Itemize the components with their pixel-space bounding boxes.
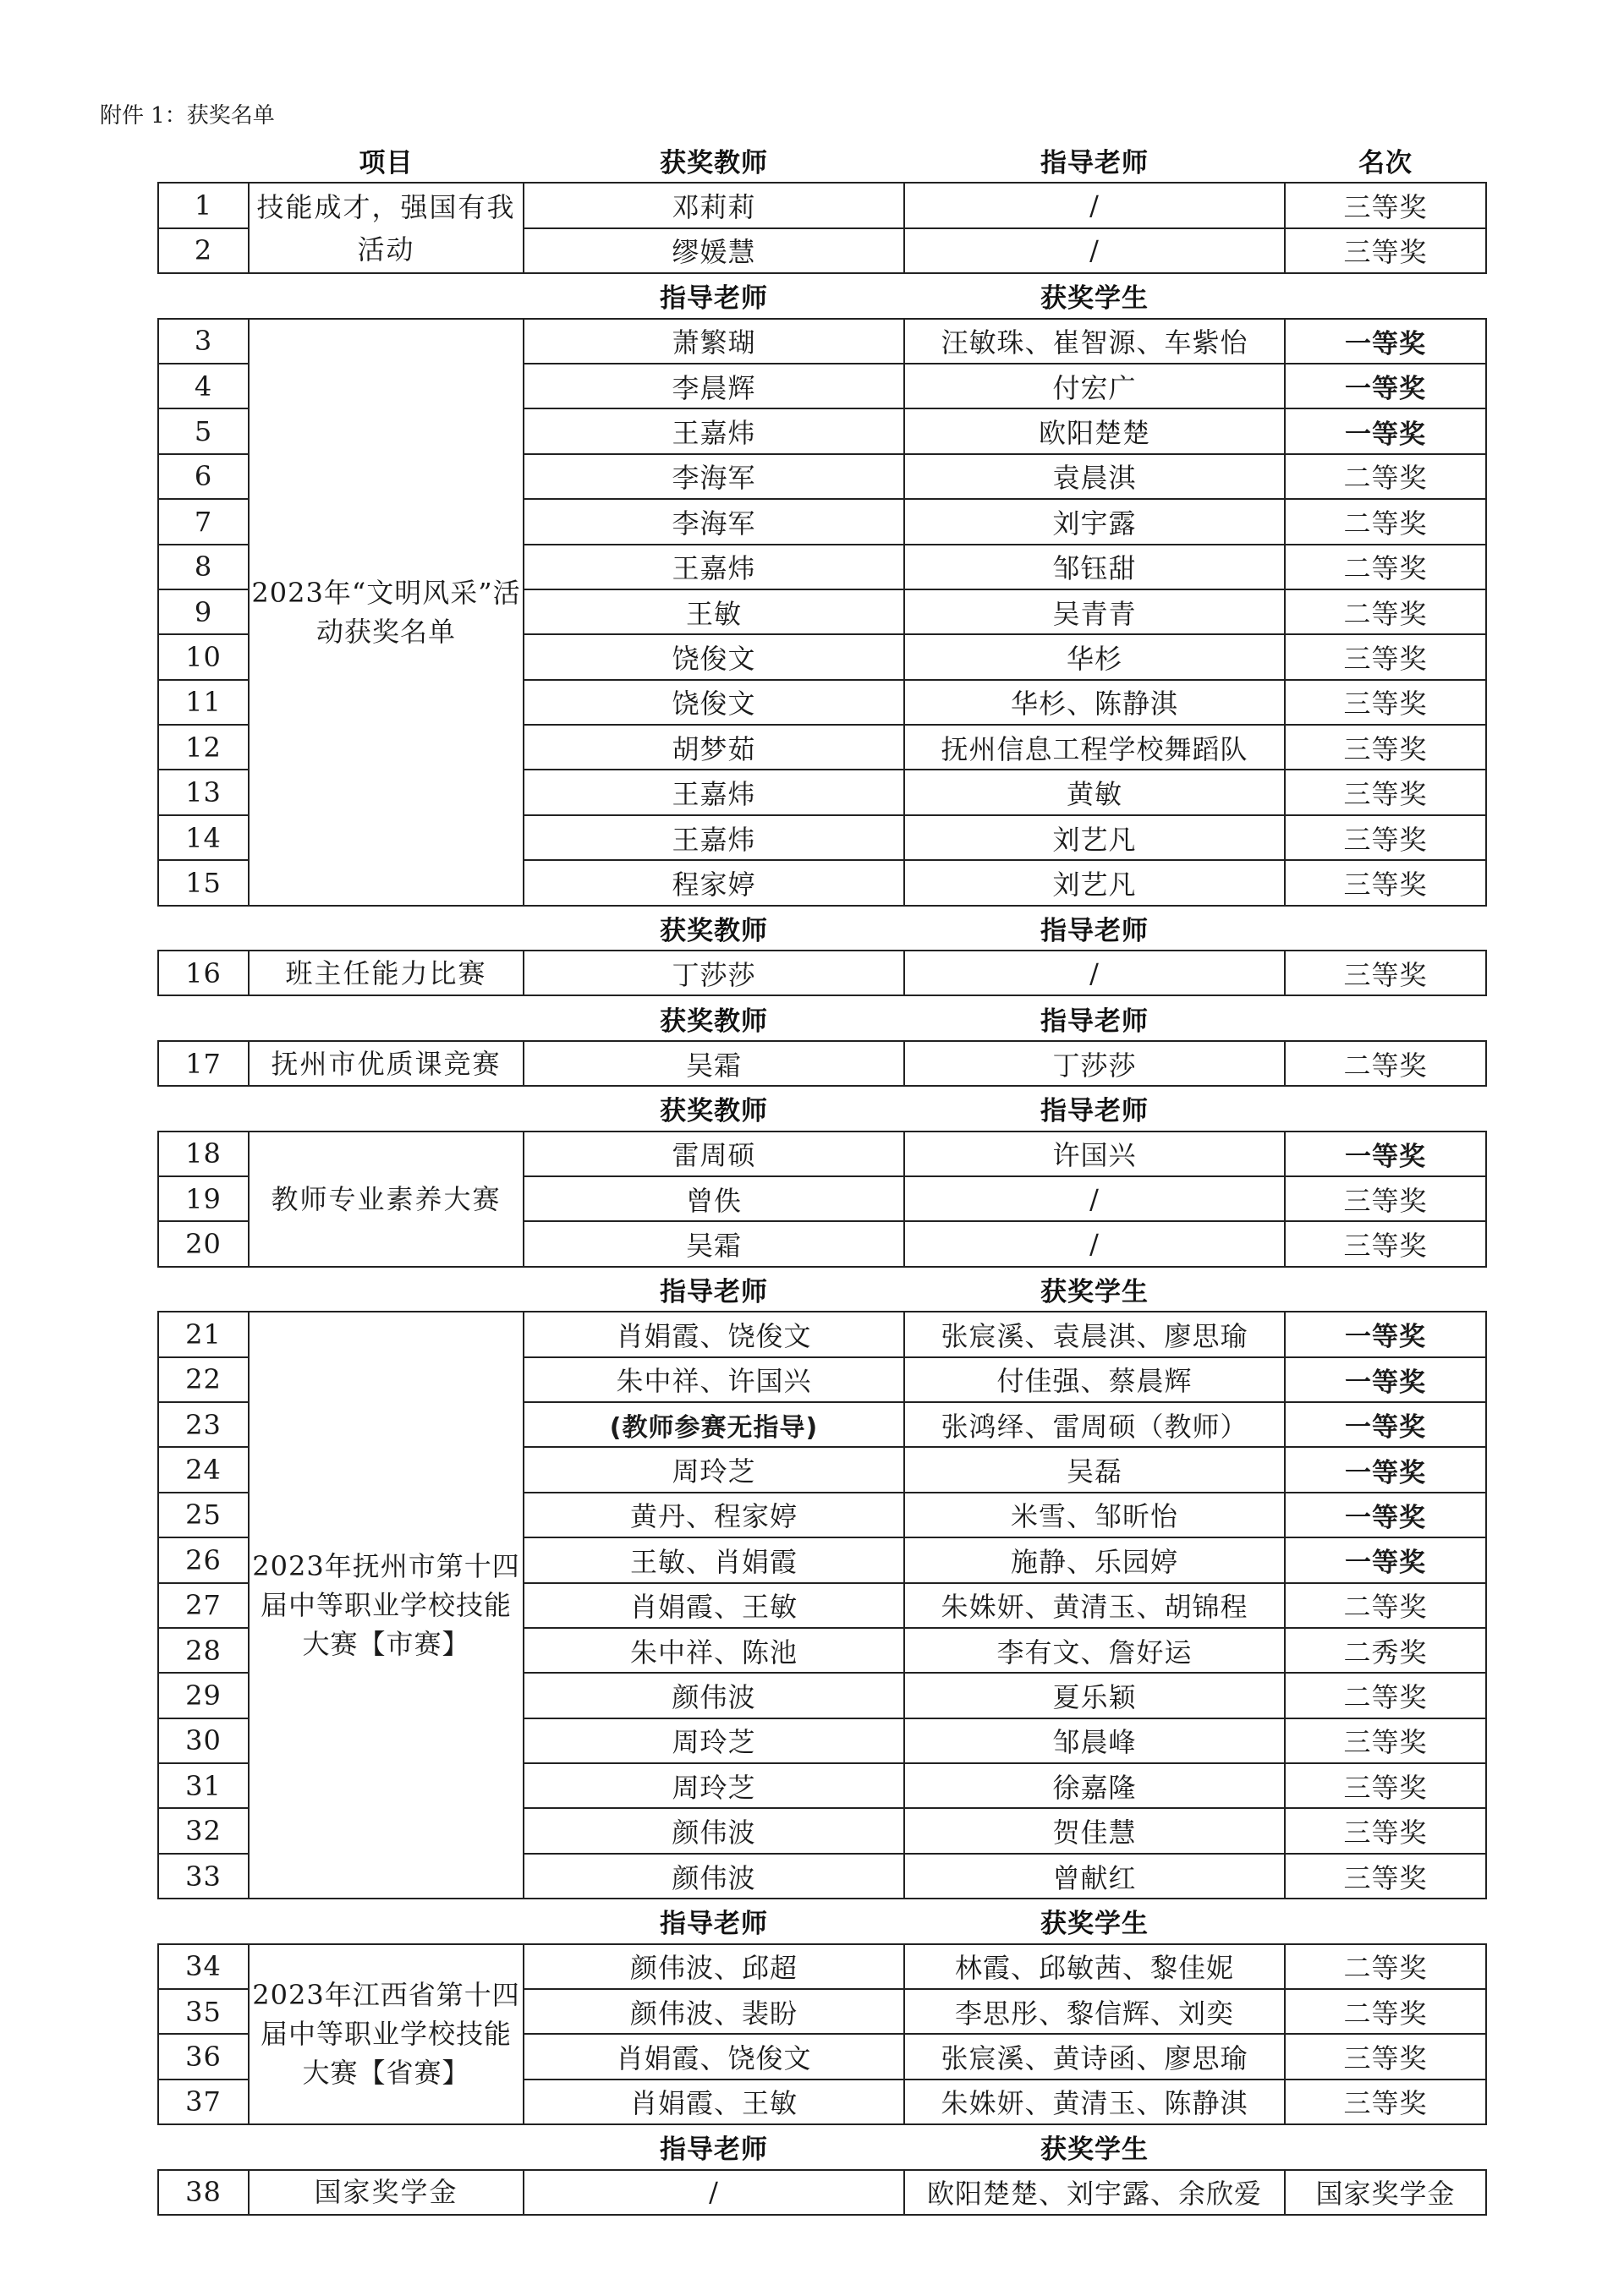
cell-col-a: 李晨辉 — [524, 364, 904, 408]
cell-col-a: 肖娟霞、饶俊文 — [524, 2034, 904, 2079]
table-row — [158, 1312, 1486, 1356]
row-number: 13 — [158, 770, 249, 814]
header-col-a: 获奖教师 — [660, 1096, 768, 1127]
cell-col-a: 程家婷 — [524, 860, 904, 905]
cell-col-b: 丁莎莎 — [904, 1041, 1285, 1086]
header-blank — [1285, 995, 1486, 1040]
cell-rank: 二等奖 — [1285, 454, 1486, 499]
cell-col-b: 黄敏 — [904, 770, 1285, 814]
cell-col-a: 丁莎莎 — [524, 951, 904, 995]
cell-col-a: 周玲芝 — [524, 1718, 904, 1763]
cell-col-b: 付佳强、蔡晨辉 — [904, 1357, 1285, 1402]
header-blank — [158, 906, 249, 951]
row-number: 15 — [158, 860, 249, 905]
cell-col-b: 刘艺凡 — [904, 815, 1285, 860]
table-row — [158, 1944, 1486, 1989]
header-col-b: 获奖学生 — [1040, 1276, 1149, 1307]
cell-col-b: 吴磊 — [904, 1447, 1285, 1492]
cell-rank: 一等奖 — [1285, 1493, 1486, 1537]
cell-rank: 三等奖 — [1285, 951, 1486, 995]
cell-rank: 一等奖 — [1285, 1357, 1486, 1402]
header-col-b: 指导老师 — [1040, 1096, 1149, 1127]
header-blank — [158, 1899, 249, 1943]
cell-col-a: 颜伟波、裴盼 — [524, 1989, 904, 2034]
cell-col-a: 周玲芝 — [524, 1447, 904, 1492]
header-blank — [249, 906, 524, 951]
cell-rank: 二等奖 — [1285, 545, 1486, 589]
cell-rank: 一等奖 — [1285, 1312, 1486, 1356]
cell-col-b: / — [904, 228, 1285, 273]
cell-col-a: 王敏、肖娟霞 — [524, 1537, 904, 1582]
header-col-b: 获奖学生 — [1040, 2134, 1149, 2166]
cell-col-a: 王嘉炜 — [524, 545, 904, 589]
project-name: 班主任能力比赛 — [249, 951, 524, 995]
cell-rank: 三等奖 — [1285, 1854, 1486, 1899]
section-header-row — [158, 139, 1486, 183]
cell-col-b: 米雪、邹昕怡 — [904, 1493, 1285, 1537]
row-number: 36 — [158, 2034, 249, 2079]
row-number: 7 — [158, 499, 249, 544]
cell-col-a: (教师参赛无指导) — [524, 1402, 904, 1447]
row-number: 9 — [158, 589, 249, 634]
header-project: 项目 — [359, 148, 414, 179]
cell-rank: 三等奖 — [1285, 680, 1486, 725]
cell-rank: 三等奖 — [1285, 1176, 1486, 1221]
header-blank — [249, 1086, 524, 1131]
cell-col-a: 邓莉莉 — [524, 183, 904, 227]
header-col-b: 获奖学生 — [1040, 1909, 1149, 1940]
cell-col-a: 肖娟霞、王敏 — [524, 1583, 904, 1628]
cell-col-b: 抚州信息工程学校舞蹈队 — [904, 725, 1285, 770]
header-col-b: 指导老师 — [1040, 1006, 1149, 1037]
header-blank — [158, 273, 249, 318]
section-header-row — [158, 995, 1486, 1040]
cell-col-a: 王嘉炜 — [524, 770, 904, 814]
row-number: 37 — [158, 2080, 249, 2124]
row-number: 34 — [158, 1944, 249, 1989]
row-number: 6 — [158, 454, 249, 499]
cell-rank: 一等奖 — [1285, 1132, 1486, 1176]
row-number: 17 — [158, 1041, 249, 1086]
cell-col-b: 夏乐颖 — [904, 1673, 1285, 1718]
row-number: 12 — [158, 725, 249, 770]
row-number: 33 — [158, 1854, 249, 1899]
header-blank — [249, 273, 524, 318]
cell-col-b: 张宸溪、黄诗函、廖思瑜 — [904, 2034, 1285, 2079]
header-blank — [158, 995, 249, 1040]
cell-col-a: 王敏 — [524, 589, 904, 634]
project-name: 教师专业素养大赛 — [249, 1132, 524, 1267]
cell-rank: 二等奖 — [1285, 1944, 1486, 1989]
cell-col-b: 欧阳楚楚 — [904, 408, 1285, 453]
cell-rank: 二等奖 — [1285, 499, 1486, 544]
cell-col-a: 李海军 — [524, 499, 904, 544]
row-number: 11 — [158, 680, 249, 725]
cell-col-a: 李海军 — [524, 454, 904, 499]
header-blank — [249, 2124, 524, 2169]
cell-col-a: 王嘉炜 — [524, 408, 904, 453]
cell-col-a: 颜伟波 — [524, 1808, 904, 1853]
cell-rank: 三等奖 — [1285, 1763, 1486, 1808]
cell-rank: 一等奖 — [1285, 319, 1486, 364]
cell-col-b: 贺佳慧 — [904, 1808, 1285, 1853]
cell-col-a: 黄丹、程家婷 — [524, 1493, 904, 1537]
cell-col-a: 王嘉炜 — [524, 815, 904, 860]
cell-col-a: 颜伟波 — [524, 1673, 904, 1718]
cell-col-b: / — [904, 1221, 1285, 1266]
header-blank — [158, 1086, 249, 1131]
cell-col-a: 吴霜 — [524, 1041, 904, 1086]
row-number: 32 — [158, 1808, 249, 1853]
header-blank — [1285, 2124, 1486, 2169]
cell-col-b: 汪敏珠、崔智源、车紫怡 — [904, 319, 1285, 364]
cell-col-b: 朱姝妍、黄清玉、陈静淇 — [904, 2080, 1285, 2124]
cell-rank: 二等奖 — [1285, 1583, 1486, 1628]
section-header-row — [158, 1267, 1486, 1312]
row-number: 3 — [158, 319, 249, 364]
cell-col-a: 饶俊文 — [524, 634, 904, 679]
cell-col-b: / — [904, 951, 1285, 995]
cell-rank: 三等奖 — [1285, 1808, 1486, 1853]
cell-col-b: 刘艺凡 — [904, 860, 1285, 905]
cell-col-a: 颜伟波、邱超 — [524, 1944, 904, 1989]
row-number: 24 — [158, 1447, 249, 1492]
cell-col-b: 曾献红 — [904, 1854, 1285, 1899]
cell-col-b: 付宏广 — [904, 364, 1285, 408]
header-blank — [249, 995, 524, 1040]
cell-rank: 二等奖 — [1285, 589, 1486, 634]
row-number: 10 — [158, 634, 249, 679]
cell-col-a: 吴霜 — [524, 1221, 904, 1266]
cell-col-b: 华杉 — [904, 634, 1285, 679]
cell-col-a: 萧繁瑚 — [524, 319, 904, 364]
row-number: 25 — [158, 1493, 249, 1537]
row-number: 20 — [158, 1221, 249, 1266]
cell-rank: 一等奖 — [1285, 1447, 1486, 1492]
project-name: 国家奖学金 — [249, 2170, 524, 2215]
header-blank — [1285, 1267, 1486, 1312]
cell-rank: 二秀奖 — [1285, 1628, 1486, 1673]
row-number: 2 — [158, 228, 249, 273]
cell-rank: 三等奖 — [1285, 228, 1486, 273]
row-number: 4 — [158, 364, 249, 408]
row-number: 30 — [158, 1718, 249, 1763]
row-number: 26 — [158, 1537, 249, 1582]
header-blank — [158, 2124, 249, 2169]
cell-rank: 三等奖 — [1285, 2080, 1486, 2124]
table-row — [158, 183, 1486, 227]
table-row — [158, 2170, 1486, 2215]
header-col-a: 指导老师 — [660, 1276, 768, 1307]
row-number: 28 — [158, 1628, 249, 1673]
cell-col-b: 袁晨淇 — [904, 454, 1285, 499]
cell-col-a: 饶俊文 — [524, 680, 904, 725]
cell-col-b: 邹晨峰 — [904, 1718, 1285, 1763]
cell-rank: 一等奖 — [1285, 364, 1486, 408]
row-number: 18 — [158, 1132, 249, 1176]
cell-col-a: 肖娟霞、王敏 — [524, 2080, 904, 2124]
cell-rank: 三等奖 — [1285, 770, 1486, 814]
cell-col-a: 缪媛慧 — [524, 228, 904, 273]
row-number: 27 — [158, 1583, 249, 1628]
table-row — [158, 951, 1486, 995]
cell-col-a: 朱中祥、陈池 — [524, 1628, 904, 1673]
cell-col-a: / — [524, 2170, 904, 2215]
cell-rank: 三等奖 — [1285, 860, 1486, 905]
cell-col-a: 朱中祥、许国兴 — [524, 1357, 904, 1402]
attachment-caption: 附件 1：获奖名单 — [100, 103, 275, 129]
row-number: 23 — [158, 1402, 249, 1447]
header-col-a: 指导老师 — [660, 2134, 768, 2166]
cell-rank: 三等奖 — [1285, 725, 1486, 770]
cell-rank: 二等奖 — [1285, 1673, 1486, 1718]
header-col-a: 获奖教师 — [660, 1006, 768, 1037]
cell-rank: 三等奖 — [1285, 815, 1486, 860]
header-col-b: 获奖学生 — [1040, 283, 1149, 315]
award-table — [157, 139, 1487, 2216]
cell-rank: 一等奖 — [1285, 408, 1486, 453]
cell-col-a: 曾佚 — [524, 1176, 904, 1221]
header-blank — [249, 1899, 524, 1943]
row-number: 35 — [158, 1989, 249, 2034]
cell-col-b: 张宸溪、袁晨淇、廖思瑜 — [904, 1312, 1285, 1356]
row-number: 14 — [158, 815, 249, 860]
header-rank: 名次 — [1358, 148, 1413, 179]
cell-col-b: 刘宇露 — [904, 499, 1285, 544]
cell-col-b: 欧阳楚楚、刘宇露、余欣爱 — [904, 2170, 1285, 2215]
section-header-row — [158, 273, 1486, 318]
header-col-a: 获奖教师 — [660, 148, 768, 179]
header-col-a: 获奖教师 — [660, 915, 768, 946]
header-col-b: 指导老师 — [1040, 148, 1149, 179]
cell-col-b: 朱姝妍、黄清玉、胡锦程 — [904, 1583, 1285, 1628]
table-row — [158, 1132, 1486, 1176]
table-row — [158, 319, 1486, 364]
cell-col-b: / — [904, 1176, 1285, 1221]
header-col-a: 指导老师 — [660, 283, 768, 315]
header-blank — [1285, 1899, 1486, 1943]
row-number: 16 — [158, 951, 249, 995]
cell-col-b: / — [904, 183, 1285, 227]
project-name: 2023年“文明风采”活动获奖名单 — [249, 319, 524, 906]
cell-col-b: 李思彤、黎信辉、刘奕 — [904, 1989, 1285, 2034]
row-number: 1 — [158, 183, 249, 227]
cell-col-b: 林霞、邱敏茜、黎佳妮 — [904, 1944, 1285, 1989]
section-header-row — [158, 1086, 1486, 1131]
project-name: 2023年抚州市第十四届中等职业学校技能大赛【市赛】 — [249, 1312, 524, 1899]
header-col-a: 指导老师 — [660, 1909, 768, 1940]
row-number: 29 — [158, 1673, 249, 1718]
cell-col-a: 周玲芝 — [524, 1763, 904, 1808]
cell-rank: 三等奖 — [1285, 634, 1486, 679]
cell-col-a: 肖娟霞、饶俊文 — [524, 1312, 904, 1356]
cell-rank: 一等奖 — [1285, 1537, 1486, 1582]
header-blank — [1285, 906, 1486, 951]
header-blank — [249, 1267, 524, 1312]
row-number: 19 — [158, 1176, 249, 1221]
cell-rank: 二等奖 — [1285, 1989, 1486, 2034]
project-name: 技能成才，强国有我 活动 — [249, 183, 524, 273]
cell-col-a: 雷周硕 — [524, 1132, 904, 1176]
header-col-b: 指导老师 — [1040, 915, 1149, 946]
row-number: 21 — [158, 1312, 249, 1356]
cell-rank: 三等奖 — [1285, 1221, 1486, 1266]
project-name: 抚州市优质课竞赛 — [249, 1041, 524, 1086]
cell-col-b: 张鸿绎、雷周硕（教师） — [904, 1402, 1285, 1447]
section-header-row — [158, 906, 1486, 951]
cell-col-a: 颜伟波 — [524, 1854, 904, 1899]
row-number: 22 — [158, 1357, 249, 1402]
header-blank — [1285, 1086, 1486, 1131]
cell-col-b: 施静、乐园婷 — [904, 1537, 1285, 1582]
table-row — [158, 1041, 1486, 1086]
row-number: 38 — [158, 2170, 249, 2215]
cell-rank: 一等奖 — [1285, 1402, 1486, 1447]
cell-col-b: 许国兴 — [904, 1132, 1285, 1176]
cell-col-b: 李有文、詹好运 — [904, 1628, 1285, 1673]
row-number: 8 — [158, 545, 249, 589]
section-header-row — [158, 1899, 1486, 1943]
cell-col-b: 邹钰甜 — [904, 545, 1285, 589]
cell-col-a: 胡梦茹 — [524, 725, 904, 770]
cell-col-b: 吴青青 — [904, 589, 1285, 634]
header-blank — [158, 1267, 249, 1312]
row-number: 5 — [158, 408, 249, 453]
header-blank — [158, 139, 249, 183]
section-header-row — [158, 2124, 1486, 2169]
cell-col-b: 徐嘉隆 — [904, 1763, 1285, 1808]
row-number: 31 — [158, 1763, 249, 1808]
cell-col-b: 华杉、陈静淇 — [904, 680, 1285, 725]
cell-rank: 二等奖 — [1285, 1041, 1486, 1086]
cell-rank: 国家奖学金 — [1285, 2170, 1486, 2215]
cell-rank: 三等奖 — [1285, 2034, 1486, 2079]
cell-rank: 三等奖 — [1285, 183, 1486, 227]
header-blank — [1285, 273, 1486, 318]
cell-rank: 三等奖 — [1285, 1718, 1486, 1763]
project-name: 2023年江西省第十四届中等职业学校技能大赛【省赛】 — [249, 1944, 524, 2125]
